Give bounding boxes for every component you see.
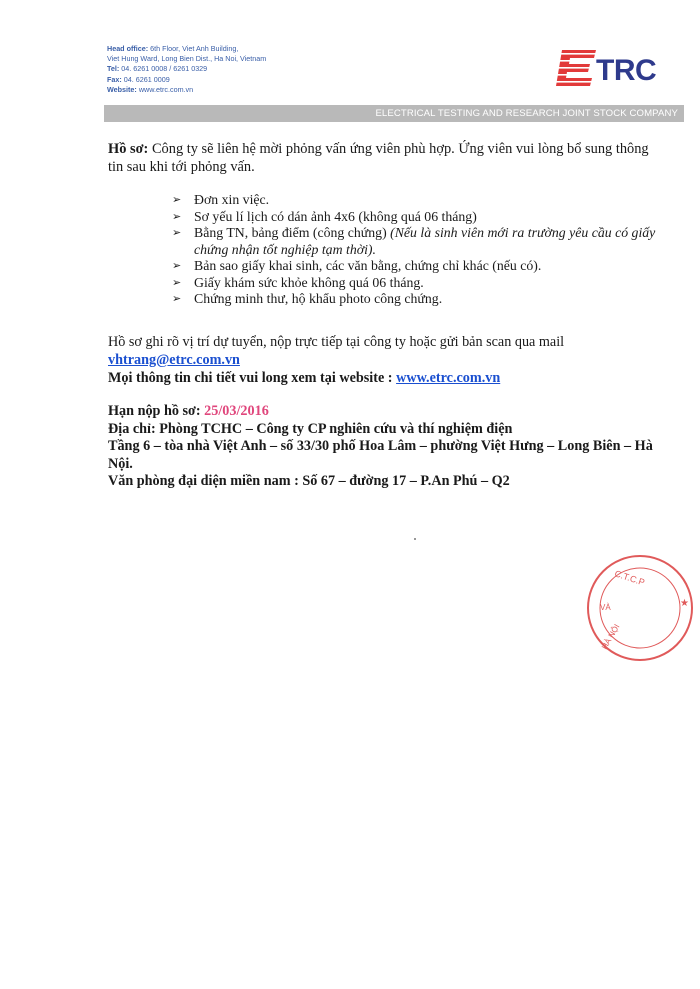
submission-paragraph [108,333,653,387]
fax-line: Fax: 04. 6261 0009 [107,74,170,84]
arrow-bullet-icon: ➢ [172,260,182,272]
intro-paragraph [108,140,653,176]
required-documents-list [172,192,662,308]
header-contact-block [107,44,266,95]
company-banner: ELECTRICAL TESTING AND RESEARCH JOINT STOCK COMPANY [104,105,684,122]
stamp-side-text: HÀ NỘI [599,622,622,651]
tel-line: Tel: 04. 6261 0008 / 6261 0329 [107,64,208,74]
address-line: Tầng 6 – tòa nhà Việt Anh – số 33/30 phố Hoa Lâm – phường Việt Hưng – Long Biên – Hà Nội. [108,438,653,472]
south-office: Văn phòng đại diện miền nam : Số 67 – đường 17 – P.An Phú – Q2 [108,473,510,489]
contact-details [108,403,656,491]
list-item: ➢ Chứng minh thư, hộ khẩu photo công chứng. [172,291,443,306]
list-item: ➢ Giấy khám sức khỏe không quá 06 tháng. [172,274,424,290]
star-icon: ★ [680,598,689,609]
head-office-line1: Head office: 6th Floor, Viet Anh Building, [107,44,239,53]
intro-label: Hồ sơ: [108,141,149,157]
arrow-bullet-icon: ➢ [172,227,182,239]
scan-speck [414,538,416,540]
address-label: Địa chỉ: Phòng TCHC – Công ty CP nghiên cứu và thí nghiệm điện [108,420,513,437]
website-link[interactable]: www.etrc.com.vn [396,370,501,386]
deadline-date: 25/03/2016 [204,403,269,419]
stamp-top-text: C.T.C.P [613,568,646,588]
email-link[interactable]: vhtrang@etrc.com.vn [108,352,240,368]
intro-text: Công ty sẽ liên hệ mời phỏng vấn ứng viên phù hợp. Ứng viên vui lòng bổ sung thông tin sau khi tới phỏng vấn. [108,141,649,175]
etrc-logo [556,46,684,94]
list-item-note: (Nếu là sinh viên mới ra trường yêu cầu có giấy chứng nhận tốt nghiệp tạm thời). [194,225,656,257]
company-stamp [576,548,696,668]
list-item: ➢ Bản sao giấy khai sinh, các văn bằng, chứng chỉ khác (nếu có). [172,258,542,273]
arrow-bullet-icon: ➢ [172,293,182,305]
stamp-mid-text: VÀ [600,603,611,612]
deadline-line: Hạn nộp hồ sơ: 25/03/2016 [108,403,269,419]
list-item: ➢ Bằng TN, bảng điểm (công chứng) (Nếu là sinh viên mới ra trường yêu cầu có giấy chứng nhận tốt nghiệp tạm thời). [172,225,656,257]
arrow-bullet-icon: ➢ [172,210,182,223]
head-office-line2: Viet Hung Ward, Long Bien Dist., Ha Noi, Vietnam [107,54,267,64]
website-line: Website: www.etrc.com.vn [107,84,194,94]
arrow-bullet-icon: ➢ [172,194,182,206]
website-text: Mọi thông tin chi tiết vui long xem tại website : [108,370,397,386]
arrow-bullet-icon: ➢ [172,276,182,289]
logo-text: TRC [596,54,657,87]
list-item: ➢ Đơn xin việc. [172,192,270,207]
list-item: ➢ Sơ yếu lí lịch có dán ảnh 4x6 (không quá 06 tháng) [172,208,477,224]
submission-text: Hồ sơ ghi rõ vị trí dự tuyển, nộp trực tiếp tại công ty hoặc gửi bản scan qua mail [108,334,565,350]
